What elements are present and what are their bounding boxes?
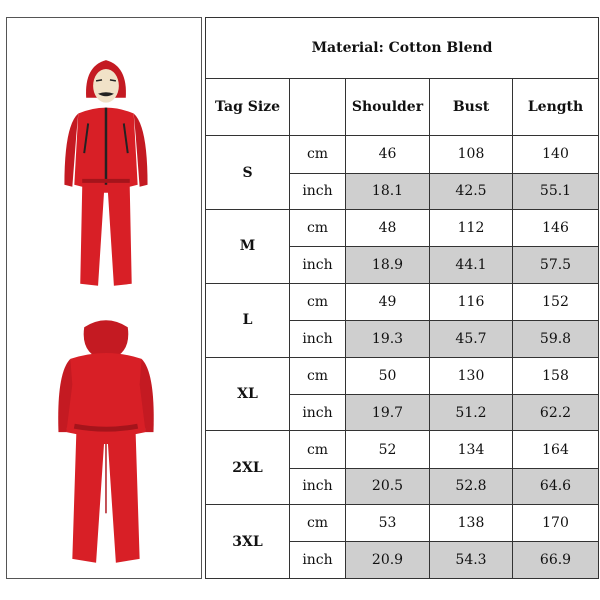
shoulder-cell: 19.7 [346,394,430,430]
unit-cell: cm [290,505,346,542]
product-image-panel [6,17,202,579]
size-label-m: M [206,210,290,284]
shoulder-cell: 48 [346,210,430,247]
bust-cell: 138 [430,505,513,542]
bust-cell: 130 [430,357,513,394]
length-cell: 62.2 [513,394,599,430]
table-row [206,210,599,247]
unit-cell: cm [290,431,346,468]
unit-cell: cm [290,210,346,247]
length-cell: 57.5 [513,247,599,283]
length-cell: 140 [513,136,599,173]
shoulder-cell: 18.9 [346,247,430,283]
unit-cell: inch [290,247,346,283]
bust-cell: 51.2 [430,394,513,430]
shoulder-cell: 49 [346,283,430,320]
shoulder-cell: 50 [346,357,430,394]
jumpsuit-back-image [7,314,201,576]
material-title: Material: Cotton Blend [206,18,599,79]
unit-cell: cm [290,357,346,394]
length-cell: 158 [513,357,599,394]
unit-cell: inch [290,468,346,504]
unit-cell: cm [290,136,346,173]
size-chart-table [205,17,599,579]
unit-cell: inch [290,394,346,430]
unit-cell: inch [290,173,346,209]
size-label-3xl: 3XL [206,505,290,579]
length-cell: 146 [513,210,599,247]
bust-cell: 52.8 [430,468,513,504]
shoulder-cell: 52 [346,431,430,468]
size-label-xl: XL [206,357,290,431]
length-cell: 59.8 [513,321,599,357]
shoulder-cell: 18.1 [346,173,430,209]
shoulder-cell: 19.3 [346,321,430,357]
table-row [206,357,599,394]
bust-cell: 44.1 [430,247,513,283]
bust-cell: 42.5 [430,173,513,209]
table-row [206,136,599,173]
length-cell: 170 [513,505,599,542]
unit-cell: inch [290,321,346,357]
jumpsuit-front-image [7,36,201,296]
length-cell: 164 [513,431,599,468]
header-unit [290,78,346,136]
header-tag-size: Tag Size [206,78,290,136]
shoulder-cell: 20.5 [346,468,430,504]
shoulder-cell: 20.9 [346,542,430,579]
length-cell: 64.6 [513,468,599,504]
bust-cell: 108 [430,136,513,173]
shoulder-cell: 53 [346,505,430,542]
bust-cell: 134 [430,431,513,468]
size-label-s: S [206,136,290,210]
shoulder-cell: 46 [346,136,430,173]
header-bust: Bust [430,78,513,136]
length-cell: 55.1 [513,173,599,209]
bust-cell: 116 [430,283,513,320]
length-cell: 66.9 [513,542,599,579]
bust-cell: 45.7 [430,321,513,357]
table-row [206,431,599,468]
unit-cell: cm [290,283,346,320]
size-label-l: L [206,283,290,357]
table-row [206,283,599,320]
table-row [206,505,599,542]
size-label-2xl: 2XL [206,431,290,505]
length-cell: 152 [513,283,599,320]
unit-cell: inch [290,542,346,579]
bust-cell: 112 [430,210,513,247]
header-shoulder: Shoulder [346,78,430,136]
bust-cell: 54.3 [430,542,513,579]
header-length: Length [513,78,599,136]
